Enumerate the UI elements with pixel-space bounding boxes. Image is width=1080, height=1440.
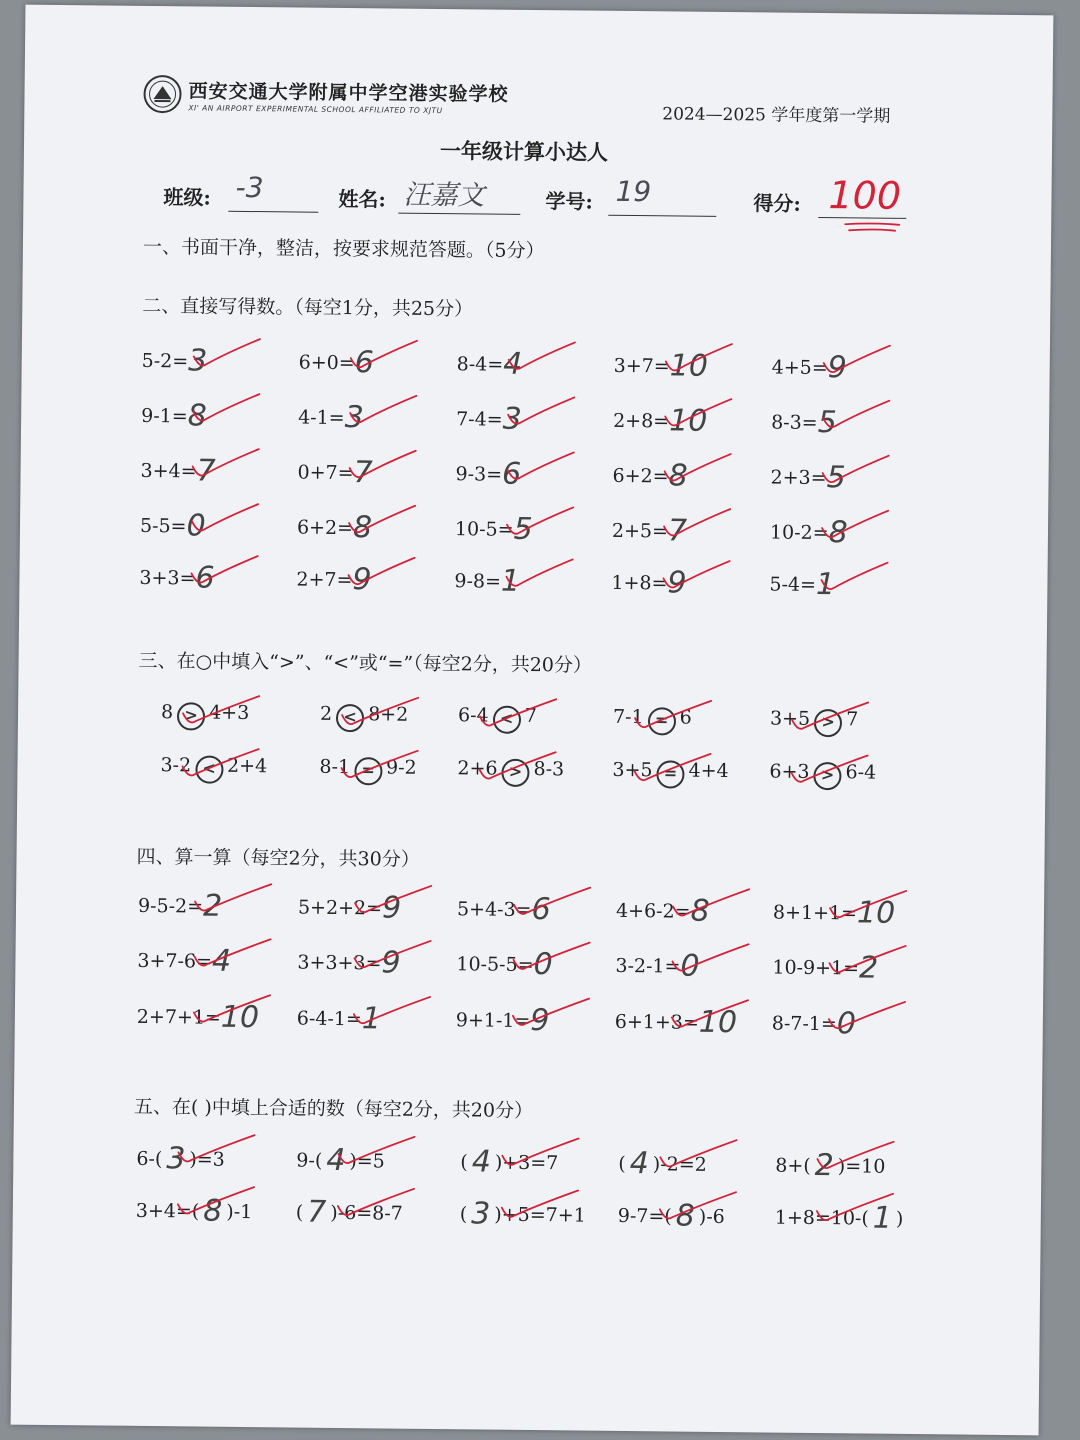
part4-question: 3+7-6= [137, 949, 213, 973]
part2-question: 8-3= [771, 411, 818, 434]
part2-problem [771, 350, 848, 386]
part3-left-expression: 2 [319, 702, 333, 725]
part3-sign-circle: = [647, 707, 675, 735]
part5-prefix: ( [295, 1201, 304, 1224]
part4-question: 9+1-1= [455, 1009, 531, 1032]
part3-comparison [319, 756, 417, 786]
part4-problem [772, 895, 896, 931]
part3-comparison [161, 701, 250, 731]
score-label: 得分: [753, 191, 801, 216]
part2-question: 8-4= [456, 353, 504, 376]
part5-prefix: ( [460, 1151, 468, 1174]
part4-problem [456, 947, 553, 983]
part2-answer: 1 [815, 566, 836, 603]
part3-comparison [769, 760, 876, 790]
part2-answer: 6 [501, 456, 522, 492]
part5-suffix: )+5=7+1 [494, 1203, 586, 1227]
part3-right-expression: 2+4 [226, 754, 268, 778]
part3-comparison [457, 757, 564, 787]
part5-problem [295, 1194, 403, 1230]
school-name: 西安交通大学附属中学空港实验学校 [188, 80, 509, 106]
part2-answer: 6 [195, 560, 215, 596]
part5-answer: 4 [326, 1142, 346, 1179]
part2-answer: 3 [502, 401, 522, 437]
part3-left-expression: 8-1 [319, 755, 351, 779]
part3-left-expression: 3+5 [769, 707, 811, 730]
part4-answer: 0 [836, 1006, 857, 1042]
part3-left-expression: 3+5 [612, 758, 653, 782]
part2-answer: 5 [817, 404, 837, 441]
part5-suffix: )=3 [189, 1148, 225, 1171]
part4-answer: 0 [533, 947, 553, 983]
part5-prefix: ( [618, 1152, 626, 1176]
part5-prefix: 9-7=( [617, 1204, 672, 1228]
part4-problem [297, 945, 401, 981]
part4-problem [137, 888, 223, 924]
part2-answer: 9 [827, 350, 848, 386]
part4-question: 8-7-1= [771, 1012, 837, 1036]
part5-prefix: 1+8=10-( [774, 1206, 869, 1230]
part4-answer: 10 [698, 1004, 738, 1041]
part4-problem [456, 892, 551, 928]
part4-problem [455, 1003, 550, 1039]
part2-problem [141, 398, 207, 434]
part2-question: 4-1= [298, 406, 345, 430]
part2-question: 10-5= [454, 518, 514, 541]
part2-answer: 1 [500, 563, 521, 599]
part2-problem [454, 511, 533, 547]
part4-answer: 4 [211, 943, 232, 979]
part5-answer: 8 [675, 1198, 696, 1234]
part2-question: 6+0= [298, 351, 355, 375]
part2-answer: 10 [669, 348, 709, 384]
part4-question: 8+1+1= [772, 901, 858, 925]
part5-answer: 3 [471, 1196, 491, 1232]
part4-answer: 9 [381, 890, 402, 926]
part2-problem [298, 400, 364, 436]
part4-answer: 9 [381, 945, 401, 981]
part2-answer: 9 [352, 562, 372, 598]
class-label: 班级: [163, 185, 211, 210]
part5-prefix: 8+( [775, 1154, 811, 1177]
part3-right-expression: 8+2 [368, 703, 409, 726]
part4-answer: 2 [202, 888, 223, 924]
part2-answer: 0 [186, 508, 206, 544]
part4-question: 3+3+3= [297, 951, 382, 975]
part4-answer: 1 [361, 1001, 382, 1037]
part3-sign-circle: = [656, 760, 684, 788]
part4-question: 5+4-3= [456, 898, 532, 922]
school-logo-icon [142, 74, 182, 114]
part3-right-expression: 6 [679, 706, 692, 729]
score-double-underline [843, 221, 903, 234]
part4-question: 6+1+3= [614, 1010, 699, 1034]
part4-answer: 6 [531, 892, 551, 928]
part5-prefix: 3+4=( [135, 1199, 200, 1223]
part3-right-expression: 6-4 [845, 761, 877, 784]
part2-problem [296, 510, 373, 546]
part3-comparison [612, 759, 729, 789]
part3-comparison [458, 704, 537, 734]
name-underline [398, 213, 520, 215]
part5-suffix: )-6=8-7 [330, 1201, 403, 1225]
part5-problem [460, 1144, 559, 1180]
part4-answer: 8 [690, 893, 710, 929]
part2-answer: 5 [513, 511, 533, 547]
class-value: -3 [235, 170, 264, 205]
part5-problem [617, 1198, 725, 1234]
part2-problem [613, 348, 709, 384]
part2-question: 2+7= [296, 568, 353, 592]
part2-question: 5-5= [139, 514, 187, 538]
part5-answer: 1 [872, 1200, 893, 1236]
part2-answer: 7 [196, 453, 216, 489]
part5-problem [296, 1142, 385, 1179]
part2-problem [769, 515, 848, 551]
part3-left-expression: 6-4 [457, 704, 489, 727]
page-title: 一年级计算小达人 [439, 138, 609, 165]
part3-right-expression: 4+4 [688, 759, 729, 783]
part3-sign-circle: > [177, 702, 205, 730]
part4-question: 3-2-1= [615, 954, 681, 978]
part4-problem [297, 890, 402, 926]
part3-sign-circle: < [336, 704, 364, 732]
part5-answer: 2 [814, 1147, 835, 1184]
part4-problem [296, 1001, 382, 1037]
part4-problem [615, 893, 710, 929]
part2-question: 9-1= [141, 404, 188, 428]
part4-answer: 0 [680, 948, 700, 984]
section-5-heading: 五、在( )中填上合适的数（每空2分，共20分） [133, 1095, 534, 1123]
part5-suffix: ) [895, 1207, 904, 1230]
part3-right-expression: 7 [524, 704, 537, 728]
part2-question: 6+2= [296, 516, 354, 540]
part2-answer: 3 [344, 400, 364, 436]
part2-question: 1+8= [611, 571, 668, 595]
part2-question: 4+5= [771, 356, 828, 380]
part4-answer: 9 [530, 1003, 550, 1039]
id-underline [608, 215, 716, 217]
part2-question: 5-2= [141, 349, 189, 373]
part4-problem [772, 950, 879, 986]
part2-question: 2+8= [613, 409, 670, 433]
part3-sign-circle: < [492, 706, 520, 734]
section-4-heading: 四、算一算（每空2分，共30分） [136, 845, 420, 871]
part4-problem [615, 948, 700, 984]
part5-problem [135, 1193, 253, 1229]
part2-problem [769, 566, 836, 603]
part2-question: 2+5= [611, 519, 669, 543]
part5-problem [618, 1146, 707, 1182]
part3-comparison [320, 703, 409, 733]
part5-suffix: )-1 [226, 1200, 253, 1224]
part2-answer: 10 [668, 403, 708, 439]
part2-problem [298, 345, 375, 381]
part3-right-expression: 8-3 [533, 758, 565, 781]
part5-answer: 3 [166, 1141, 186, 1177]
part4-problem [771, 1006, 857, 1042]
part3-sign-circle: < [195, 755, 223, 783]
part4-answer: 2 [858, 950, 879, 986]
part3-comparison [160, 754, 267, 784]
part4-question: 2+7+1= [136, 1005, 222, 1029]
part2-problem [612, 458, 688, 494]
part2-answer: 5 [826, 460, 846, 496]
part5-suffix: )=10 [837, 1155, 886, 1178]
part5-problem [775, 1147, 886, 1184]
term-label: 2024—2025 学年度第一学期 [662, 104, 891, 127]
part2-problem [611, 513, 688, 549]
score-value: 100 [828, 173, 902, 218]
part2-answer: 8 [187, 398, 207, 434]
part4-question: 4+6-2= [615, 899, 691, 923]
part2-problem [613, 403, 708, 439]
part5-prefix: 6-( [136, 1147, 163, 1171]
part4-question: 5+2+2= [297, 896, 383, 920]
part2-problem [455, 456, 522, 492]
part3-comparison [770, 707, 859, 737]
part4-question: 6-4-1= [296, 1007, 363, 1031]
part2-question: 9-8= [454, 570, 502, 593]
part2-answer: 8 [352, 510, 373, 546]
part3-sign-circle: = [354, 757, 382, 785]
part4-problem [136, 999, 260, 1036]
part5-prefix: ( [459, 1203, 468, 1226]
part5-suffix: )-6 [698, 1205, 725, 1229]
part2-answer: 9 [667, 565, 687, 601]
part5-problem [774, 1200, 904, 1236]
student-id-value: 19 [615, 174, 652, 209]
part3-comparison [613, 706, 692, 736]
part4-answer: 10 [220, 999, 260, 1036]
part3-sign-circle: > [501, 759, 529, 787]
part2-question: 3+4= [140, 459, 197, 483]
part3-right-expression: 7 [846, 708, 859, 731]
part2-problem [140, 453, 216, 489]
part5-answer: 8 [203, 1193, 223, 1229]
part2-problem [770, 460, 846, 496]
part2-answer: 7 [353, 455, 373, 491]
part5-problem [459, 1196, 586, 1232]
part3-left-expression: 8 [160, 701, 174, 724]
part3-left-expression: 6+3 [769, 760, 810, 783]
part2-question: 7-4= [456, 408, 503, 431]
worksheet-paper [11, 5, 1054, 1436]
part3-left-expression: 3-2 [160, 754, 192, 777]
name-value: 汪嘉文 [403, 179, 485, 212]
part2-problem [456, 346, 523, 382]
part2-problem [139, 560, 215, 596]
part3-left-expression: 2+6 [457, 757, 498, 780]
student-id-label: 学号: [545, 189, 593, 214]
part2-problem [296, 562, 372, 598]
part3-right-expression: 4+3 [209, 701, 250, 725]
part2-question: 3+3= [139, 566, 196, 590]
part2-problem [456, 401, 522, 437]
part2-problem [297, 455, 373, 491]
part4-question: 10-9+1= [772, 956, 860, 980]
part4-answer: 10 [856, 895, 896, 931]
part2-problem [141, 343, 208, 379]
part2-question: 2+3= [770, 466, 827, 490]
part2-question: 0+7= [297, 461, 354, 485]
class-underline [228, 211, 318, 213]
part2-answer: 8 [668, 458, 688, 494]
part4-question: 9-5-2= [137, 894, 204, 918]
part5-answer: 4 [629, 1146, 650, 1182]
part2-answer: 3 [188, 343, 208, 379]
part2-answer: 4 [503, 346, 523, 382]
name-label: 姓名: [338, 186, 386, 212]
part2-question: 6+2= [612, 464, 669, 488]
part5-problem [136, 1141, 225, 1177]
section-1-heading: 一、书面干净，整洁，按要求规范答题。（5分） [142, 235, 545, 263]
part4-problem [137, 943, 232, 979]
part2-question: 5-4= [769, 573, 817, 596]
part3-sign-circle: > [814, 709, 842, 737]
section-3-heading: 三、在○中填入“>”、“<”或“=”（每空2分，共20分） [138, 649, 593, 677]
part2-answer: 8 [828, 515, 848, 551]
part2-answer: 6 [354, 345, 375, 381]
part5-suffix: )-2=2 [652, 1153, 707, 1176]
part5-answer: 7 [307, 1194, 327, 1230]
part5-suffix: )=5 [349, 1150, 385, 1173]
part4-problem [614, 1004, 738, 1041]
part2-problem [454, 563, 521, 599]
part3-left-expression: 7-1 [612, 705, 644, 729]
part2-problem [611, 565, 687, 601]
part2-problem [139, 508, 206, 544]
part5-prefix: 9-( [296, 1149, 323, 1172]
part2-question: 10-2= [769, 521, 829, 545]
school-name-english: XI' AN AIRPORT EXPERIMENTAL SCHOOL AFFILIATED TO XJTU [188, 103, 443, 116]
part5-answer: 4 [471, 1144, 492, 1180]
part2-answer: 7 [667, 513, 688, 549]
section-2-heading: 二、直接写得数。（每空1分，共25分） [142, 294, 474, 321]
part3-sign-circle: > [813, 762, 841, 790]
part3-right-expression: 9-2 [385, 756, 417, 779]
part4-question: 10-5-5= [456, 953, 534, 977]
part2-problem [771, 404, 837, 441]
part2-question: 3+7= [613, 354, 670, 378]
part5-suffix: )+3=7 [494, 1151, 559, 1175]
part2-question: 9-3= [455, 463, 503, 486]
